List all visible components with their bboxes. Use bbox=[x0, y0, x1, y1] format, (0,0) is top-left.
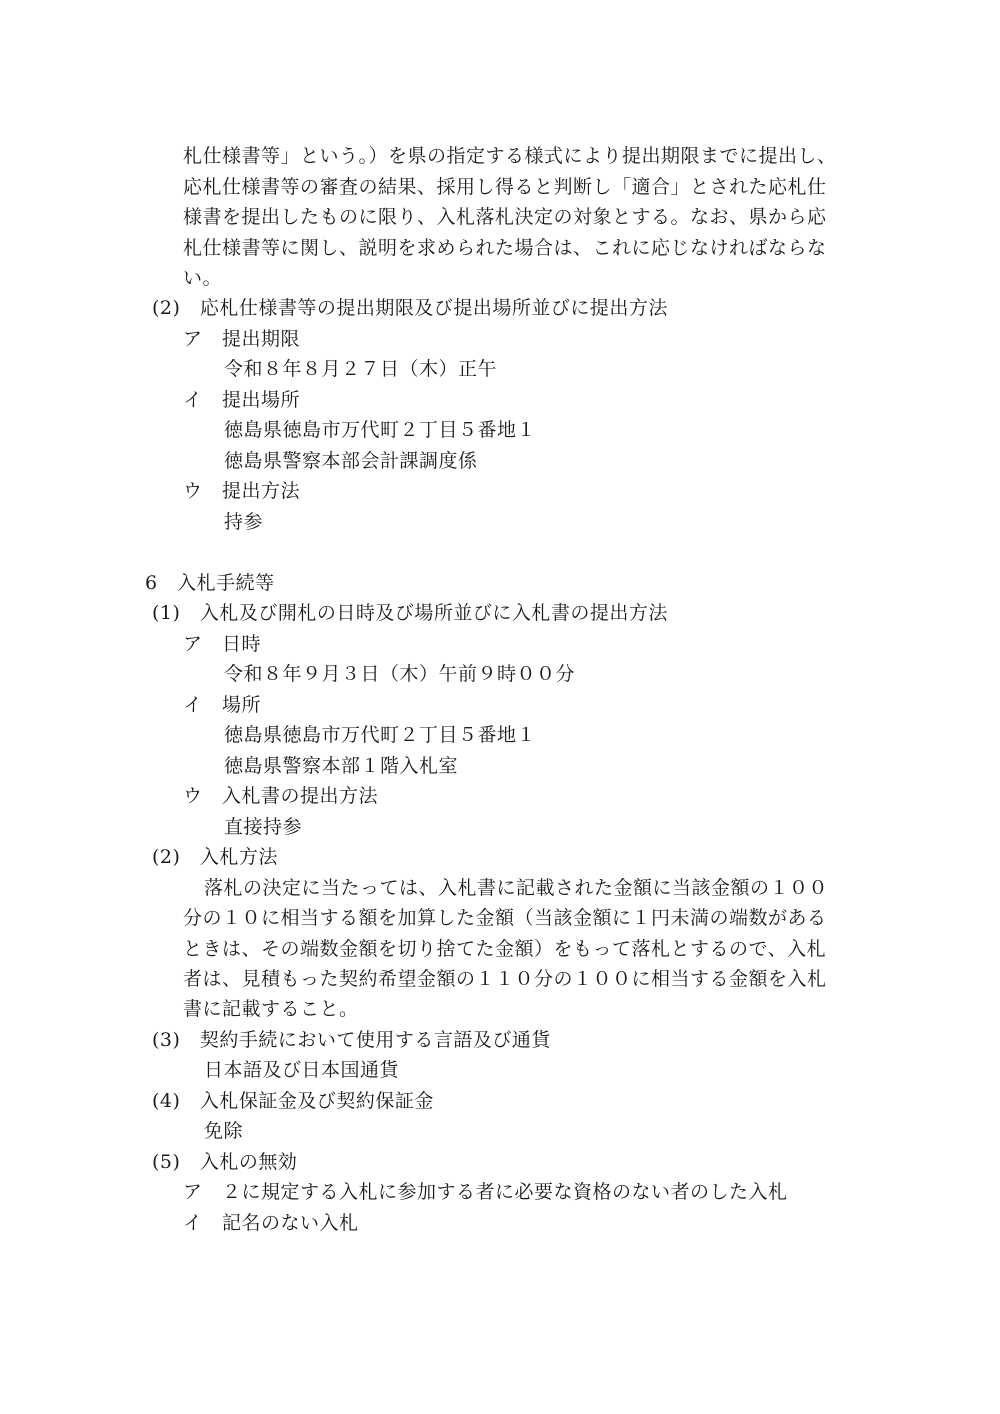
body-text-line: 札仕様書等に関し、説明を求められた場合は、これに応じなければならな bbox=[183, 237, 827, 259]
section-heading: (1) 入札及び開札の日時及び場所並びに入札書の提出方法 bbox=[152, 602, 668, 624]
item-value: 徳島県警察本部会計課調度係 bbox=[224, 450, 478, 472]
body-text-line: 書に記載すること。 bbox=[183, 998, 359, 1020]
item-label: ア 日時 bbox=[183, 633, 262, 655]
body-text-line: 者は、見積もった契約希望金額の１１０分の１００に相当する金額を入札 bbox=[183, 968, 827, 990]
section-heading: (5) 入札の無効 bbox=[152, 1151, 298, 1173]
body-text-line: 応札仕様書等の審査の結果、採用し得ると判断し「適合」とされた応札仕 bbox=[183, 176, 827, 198]
item-label: ア 提出期限 bbox=[183, 328, 301, 350]
item-value: 免除 bbox=[204, 1120, 244, 1142]
section-heading: (4) 入札保証金及び契約保証金 bbox=[152, 1090, 434, 1112]
body-text-line: ときは、その端数金額を切り捨てた金額）をもって落札とするので、入札 bbox=[183, 938, 827, 960]
item-value: 徳島県徳島市万代町２丁目５番地１ bbox=[224, 724, 537, 746]
item-label: ウ 提出方法 bbox=[183, 480, 301, 502]
item-value: 徳島県徳島市万代町２丁目５番地１ bbox=[224, 419, 537, 441]
section-heading: (2) 応札仕様書等の提出期限及び提出場所並びに提出方法 bbox=[152, 297, 668, 319]
section-heading: (2) 入札方法 bbox=[152, 846, 278, 868]
item-label: イ 提出場所 bbox=[183, 389, 301, 411]
body-text-line: い。 bbox=[183, 267, 223, 289]
body-text-line: 落札の決定に当たっては、入札書に記載された金額に当該金額の１００ bbox=[204, 877, 829, 899]
item-value: 直接持参 bbox=[224, 816, 303, 838]
body-text-line: 様書を提出したものに限り、入札落札決定の対象とする。なお、県から応 bbox=[183, 206, 827, 228]
section-heading: (3) 契約手続において使用する言語及び通貨 bbox=[152, 1029, 551, 1051]
item-value: 徳島県警察本部１階入札室 bbox=[224, 755, 459, 777]
section-title: 6 入札手続等 bbox=[145, 572, 275, 594]
body-text-line: 分の１０に相当する額を加算した金額（当該金額に１円未満の端数がある bbox=[183, 907, 827, 929]
item-label: ウ 入札書の提出方法 bbox=[183, 785, 379, 807]
item-label: イ 記名のない入札 bbox=[183, 1212, 359, 1234]
item-value: 日本語及び日本国通貨 bbox=[204, 1059, 400, 1081]
item-value: 令和８年８月２７日（木）正午 bbox=[224, 358, 498, 380]
item-label: ア ２に規定する入札に参加する者に必要な資格のない者のした入札 bbox=[183, 1181, 788, 1203]
item-value: 令和８年９月３日（木）午前９時００分 bbox=[224, 663, 576, 685]
item-value: 持参 bbox=[224, 511, 264, 533]
item-label: イ 場所 bbox=[183, 694, 262, 716]
body-text-line: 札仕様書等」という。）を県の指定する様式により提出期限までに提出し、 bbox=[183, 145, 837, 167]
